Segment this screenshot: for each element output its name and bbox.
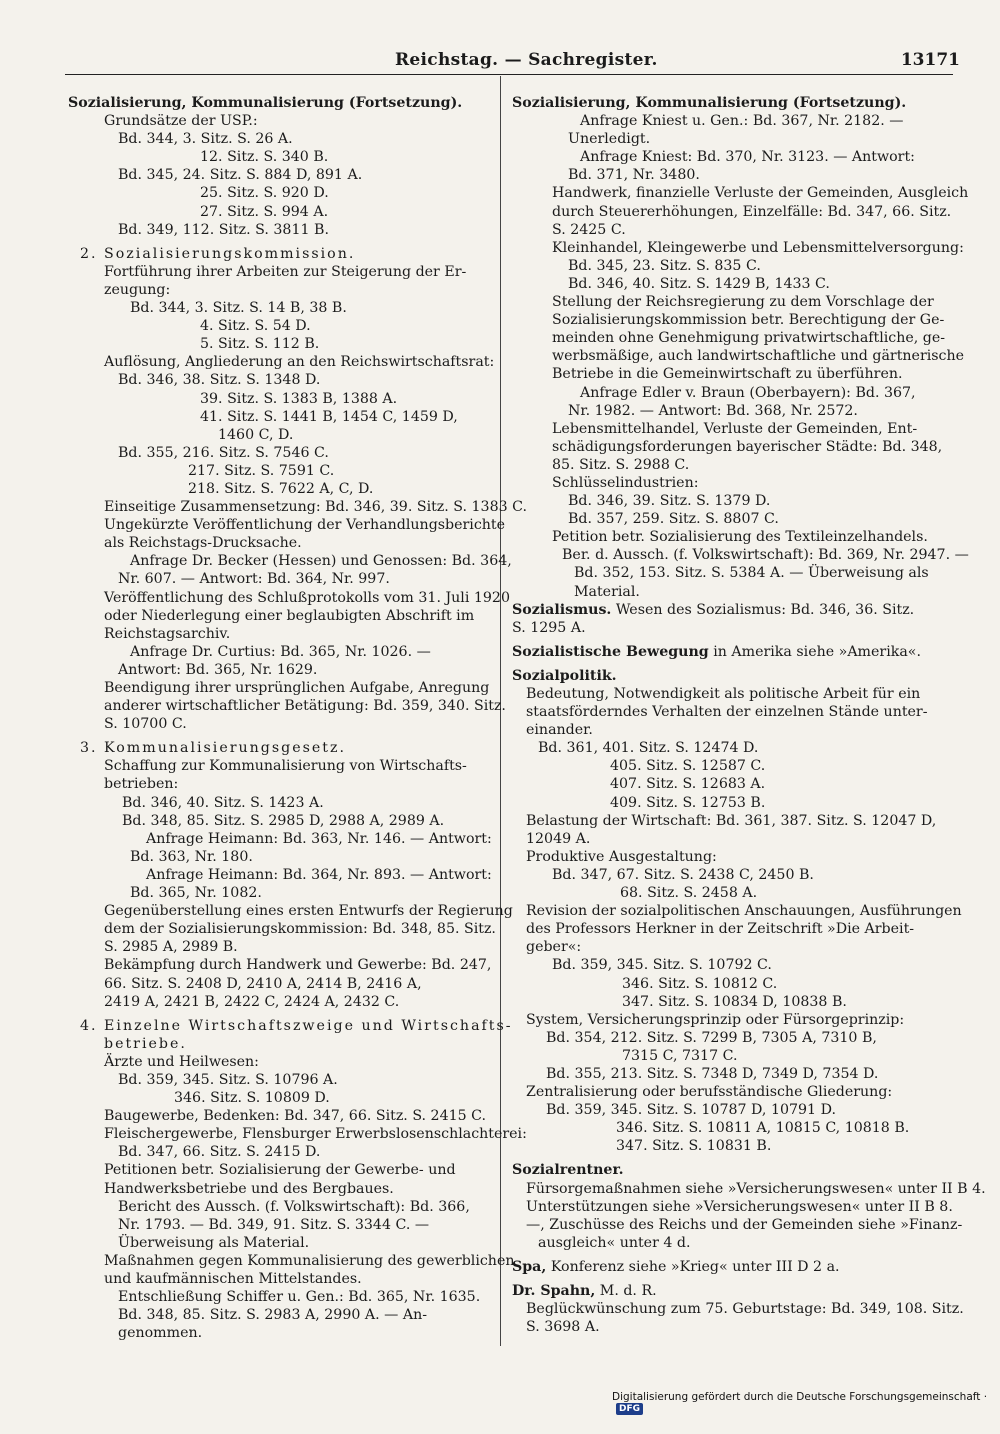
index-line: Überweisung als Material. [118, 1234, 310, 1251]
index-line: Zentralisierung oder berufsständische Gliederung: [526, 1084, 893, 1101]
right-column [512, 94, 986, 1336]
section-heading: betriebe. [104, 1035, 187, 1052]
index-line: Anfrage Edler v. Braun (Oberbayern): Bd. 367, [580, 384, 916, 401]
index-line: Unerledigt. [568, 131, 651, 148]
index-line: 85. Sitz. S. 2988 C. [552, 456, 690, 473]
index-line: Bd. 344, 3. Sitz. S. 14 B, 38 B. [130, 300, 347, 317]
index-line [512, 1258, 942, 1276]
index-line: Bd. 352, 153. Sitz. S. 5384 A. — Überweisung als [574, 565, 929, 582]
index-line: Anfrage Dr. Becker (Hessen) und Genossen: Bd. 364, [130, 553, 512, 570]
index-line: 346. Sitz. S. 10809 D. [174, 1090, 330, 1107]
index-line: Bd. 361, 401. Sitz. S. 12474 D. [538, 740, 759, 757]
index-line: Bedeutung, Notwendigkeit als politische Arbeit für ein [526, 686, 921, 702]
index-line: Produktive Ausgestaltung: [526, 848, 717, 865]
footer-text: Digitalisierung gefördert durch die Deutsche Forschungsgemeinschaft · [612, 1391, 988, 1403]
index-line: 218. Sitz. S. 7622 A, C, D. [188, 480, 374, 497]
index-line: Bd. 355, 213. Sitz. S. 7348 D, 7349 D, 7354 D. [546, 1065, 879, 1082]
index-line: Revision der sozialpolitischen Anschauungen, Ausführungen [526, 903, 962, 920]
entry-keyword: Dr. Spahn, [512, 1283, 596, 1299]
index-line: Anfrage Dr. Curtius: Bd. 365, Nr. 1026. — [130, 643, 431, 660]
index-line: Bd. 354, 212. Sitz. S. 7299 B, 7305 A, 7310 B, [546, 1029, 877, 1046]
entry-heading: Sozialrentner. [512, 1162, 624, 1179]
index-line: S. 2425 C. [552, 221, 626, 238]
index-line: 407. Sitz. S. 12683 A. [610, 776, 766, 793]
entry-heading: Sozialisierung, Kommunalisierung (Fortsetzung). [512, 95, 907, 111]
index-line: Schlüsselindustrien: [552, 474, 699, 491]
index-line: Fortführung ihrer Arbeiten zur Steigerung der Er- [104, 263, 467, 280]
page-header [0, 50, 1000, 74]
index-line: werbsmäßige, auch landwirtschaftliche und gärtnerische [552, 348, 965, 365]
index-line: 217. Sitz. S. 7591 C. [188, 462, 335, 479]
index-line: Bd. 371, Nr. 3480. [568, 167, 700, 184]
index-line: Handwerk, finanzielle Verluste der Gemeinden, Ausgleich [552, 185, 969, 202]
index-line: Bd. 348, 85. Sitz. S. 2983 A, 2990 A. — An- [118, 1307, 428, 1324]
index-line: Bd. 359, 345. Sitz. S. 10787 D, 10791 D. [546, 1102, 836, 1119]
index-line [512, 601, 942, 619]
section-heading: 3. Kommunalisierungsgesetz. [80, 740, 346, 757]
index-line: S. 3698 A. [526, 1319, 600, 1336]
entry-text: in Amerika siehe »Amerika«. [708, 643, 921, 660]
entry-heading: Sozialisierung, Kommunalisierung (Fortsetzung). [68, 95, 463, 111]
index-line: Bd. 346, 38. Sitz. S. 1348 D. [118, 372, 321, 389]
index-line: 25. Sitz. S. 920 D. [200, 185, 329, 202]
index-line: 2419 A, 2421 B, 2422 C, 2424 A, 2432 C. [104, 993, 400, 1010]
index-line: Ungekürzte Veröffentlichung der Verhandlungsberichte [104, 517, 506, 534]
index-line: Einseitige Zusammensetzung: Bd. 346, 39. Sitz. S. 1383 C. [104, 499, 528, 516]
index-line: Bericht des Aussch. (f. Volkswirtschaft): Bd. 366, [118, 1198, 470, 1215]
index-line: Bd. 349, 112. Sitz. S. 3811 B. [118, 221, 329, 238]
index-line: Entschließung Schiffer u. Gen.: Bd. 365, Nr. 1635. [118, 1289, 481, 1306]
index-line: Bd. 347, 66. Sitz. S. 2415 D. [118, 1144, 321, 1161]
index-line: Nr. 1793. — Bd. 349, 91. Sitz. S. 3344 C. — [118, 1216, 430, 1233]
index-line: Belastung der Wirtschaft: Bd. 361, 387. Sitz. S. 12047 D, [526, 812, 937, 829]
index-line: S. 2985 A, 2989 B. [104, 939, 238, 956]
index-line: Betriebe in die Gemeinwirtschaft zu überführen. [552, 366, 903, 383]
index-line: Stellung der Reichsregierung zu dem Vorschlage der [552, 294, 934, 311]
index-line: betrieben: [104, 776, 179, 793]
index-line: anderer wirtschaftlicher Betätigung: Bd. 359, 340. Sitz. [104, 698, 506, 715]
index-line: Antwort: Bd. 365, Nr. 1629. [118, 661, 318, 678]
index-line: Grundsätze der USP.: [104, 113, 258, 130]
index-line: Fürsorgemaßnahmen siehe »Versicherungswesen« unter II B 4. [526, 1180, 986, 1197]
index-line: einander. [526, 722, 593, 739]
index-line: Bd. 365, Nr. 1082. [130, 885, 262, 902]
index-line: Fleischergewerbe, Flensburger Erwerbslosenschlachterei: [104, 1126, 527, 1143]
index-line: Schaffung zur Kommunalisierung von Wirtschafts- [104, 758, 467, 775]
index-line: Bd. 345, 24. Sitz. S. 884 D, 891 A. [118, 167, 363, 184]
index-line: Baugewerbe, Bedenken: Bd. 347, 66. Sitz. S. 2415 C. [104, 1108, 487, 1125]
index-line: 409. Sitz. S. 12753 B. [610, 794, 766, 811]
index-line: 1460 C, D. [218, 426, 294, 443]
index-line: Bd. 346, 39. Sitz. S. 1379 D. [568, 493, 771, 510]
index-line: Bd. 357, 259. Sitz. S. 8807 C. [568, 511, 779, 528]
running-title: Reichstag. — Sachregister. [395, 50, 658, 70]
index-line: 347. Sitz. S. 10834 D, 10838 B. [622, 993, 847, 1010]
index-line: meinden ohne Genehmigung privatwirtschaftliche, ge- [552, 330, 946, 347]
page-number: 13171 [900, 50, 960, 70]
index-line: Ber. d. Aussch. (f. Volkswirtschaft): Bd. 369, Nr. 2947. — [562, 547, 969, 564]
index-line: Veröffentlichung des Schlußprotokolls vom 31. Juli 1920 [104, 589, 510, 606]
index-line: Gegenüberstellung eines ersten Entwurfs der Regierung [104, 903, 513, 920]
index-line: Bd. 363, Nr. 180. [130, 848, 253, 865]
index-line: Bd. 346, 40. Sitz. S. 1423 A. [122, 794, 324, 811]
index-line: 4. Sitz. S. 54 D. [200, 318, 311, 335]
index-line: Material. [574, 583, 640, 600]
index-line [512, 1282, 942, 1300]
index-line: Bd. 346, 40. Sitz. S. 1429 B, 1433 C. [568, 275, 830, 292]
index-line: Anfrage Heimann: Bd. 363, Nr. 146. — Antwort: [146, 830, 492, 847]
index-line: 346. Sitz. S. 10811 A, 10815 C, 10818 B. [616, 1120, 910, 1137]
dfg-logo: DFG [616, 1403, 643, 1415]
index-line: 7315 C, 7317 C. [622, 1047, 738, 1064]
section-heading: 2. Sozialisierungskommission. [80, 245, 356, 262]
index-line: Bd. 345, 23. Sitz. S. 835 C. [568, 257, 761, 274]
index-line: 39. Sitz. S. 1383 B, 1388 A. [200, 390, 398, 407]
entry-keyword: Sozialistische Bewegung [512, 643, 709, 660]
index-line: S. 1295 A. [512, 619, 586, 636]
index-line: Anfrage Kniest u. Gen.: Bd. 367, Nr. 2182. — [580, 113, 904, 130]
index-line: 12049 A. [526, 830, 591, 847]
index-line: Auflösung, Angliederung an den Reichswirtschaftsrat: [104, 354, 495, 371]
index-line: Kleinhandel, Kleingewerbe und Lebensmittelversorgung: [552, 239, 964, 256]
index-line: Maßnahmen gegen Kommunalisierung des gewerblichen [104, 1252, 515, 1269]
index-line: ausgleich« unter 4 d. [538, 1234, 691, 1251]
index-line: Nr. 607. — Antwort: Bd. 364, Nr. 997. [118, 571, 390, 588]
entry-text: Wesen des Sozialismus: Bd. 346, 36. Sitz. [611, 601, 915, 618]
index-line: staatsförderndes Verhalten der einzelnen Stände unter- [526, 704, 928, 721]
header-rule [65, 74, 953, 75]
index-line: Sozialisierungskommission betr. Berechtigung der Ge- [552, 312, 945, 329]
index-line: 405. Sitz. S. 12587 C. [610, 758, 766, 775]
index-line: des Professors Herkner in der Zeitschrift »Die Arbeit- [526, 921, 915, 938]
index-line: geber«: [526, 939, 582, 956]
index-line: dem der Sozialisierungskommission: Bd. 348, 85. Sitz. [104, 921, 496, 938]
index-line: Beglückwünschung zum 75. Geburtstage: Bd. 349, 108. Sitz. [526, 1301, 964, 1318]
index-line: als Reichstags-Drucksache. [104, 535, 302, 552]
index-line: 12. Sitz. S. 340 B. [200, 149, 329, 166]
entry-text: M. d. R. [595, 1283, 657, 1299]
index-line: Petition betr. Sozialisierung des Textileinzelhandels. [552, 529, 928, 546]
index-line: 68. Sitz. S. 2458 A. [620, 885, 758, 902]
index-line: Bd. 359, 345. Sitz. S. 10796 A. [118, 1071, 338, 1088]
index-line: 346. Sitz. S. 10812 C. [622, 975, 778, 992]
index-line: Unterstützungen siehe »Versicherungswesen« unter II B 8. [526, 1198, 953, 1215]
index-line: Anfrage Kniest: Bd. 370, Nr. 3123. — Antwort: [580, 149, 915, 166]
footer [612, 1391, 1000, 1415]
index-line: Bd. 344, 3. Sitz. S. 26 A. [118, 131, 293, 148]
entry-keyword: Spa, [512, 1258, 547, 1275]
index-line: System, Versicherungsprinzip oder Fürsorgeprinzip: [526, 1011, 905, 1028]
index-line [512, 643, 942, 661]
index-line: 5. Sitz. S. 112 B. [200, 336, 320, 353]
entry-text: Konferenz siehe »Krieg« unter III D 2 a. [546, 1258, 840, 1275]
index-line: 27. Sitz. S. 994 A. [200, 203, 329, 220]
index-line: Beendigung ihrer ursprünglichen Aufgabe, Anregung [104, 680, 490, 696]
index-line: Bd. 359, 345. Sitz. S. 10792 C. [552, 957, 772, 974]
index-line: und kaufmännischen Mittelstandes. [104, 1271, 362, 1287]
index-line: Anfrage Heimann: Bd. 364, Nr. 893. — Antwort: [146, 866, 492, 883]
index-line: schädigungsforderungen bayerischer Städte: Bd. 348, [552, 438, 943, 455]
index-line: 66. Sitz. S. 2408 D, 2410 A, 2414 B, 2416 A, [104, 975, 422, 992]
index-line: durch Steuererhöhungen, Einzelfälle: Bd. 347, 66. Sitz. [552, 203, 952, 220]
index-line: zeugung: [104, 281, 171, 298]
left-column [68, 94, 528, 1342]
index-line: Bekämpfung durch Handwerk und Gewerbe: Bd. 247, [104, 957, 492, 974]
index-line: Bd. 347, 67. Sitz. S. 2438 C, 2450 B. [552, 866, 814, 883]
index-line: —, Zuschüsse des Reichs und der Gemeinden siehe »Finanz- [526, 1216, 963, 1233]
index-line: oder Niederlegung einer beglaubigten Abschrift im [104, 607, 475, 624]
index-line: 41. Sitz. S. 1441 B, 1454 C, 1459 D, [200, 408, 458, 425]
index-line: Petitionen betr. Sozialisierung der Gewerbe- und [104, 1162, 456, 1179]
index-line: Reichstagsarchiv. [104, 625, 231, 642]
index-line: S. 10700 C. [104, 716, 187, 733]
index-line: Ärzte und Heilwesen: [104, 1053, 259, 1070]
index-line: Bd. 355, 216. Sitz. S. 7546 C. [118, 444, 329, 461]
index-line: Handwerksbetriebe und des Bergbaues. [104, 1180, 394, 1197]
entry-keyword: Sozialismus. [512, 601, 612, 618]
index-line: 347. Sitz. S. 10831 B. [616, 1138, 772, 1155]
entry-heading: Sozialpolitik. [512, 667, 617, 684]
section-heading: 4. Einzelne Wirtschaftszweige und Wirtschafts- [80, 1017, 513, 1034]
index-line: Nr. 1982. — Antwort: Bd. 368, Nr. 2572. [568, 402, 858, 419]
index-line: Bd. 348, 85. Sitz. S. 2985 D, 2988 A, 2989 A. [122, 812, 445, 829]
index-line: genommen. [118, 1325, 203, 1342]
index-line: Lebensmittelhandel, Verluste der Gemeinden, Ent- [552, 420, 918, 437]
